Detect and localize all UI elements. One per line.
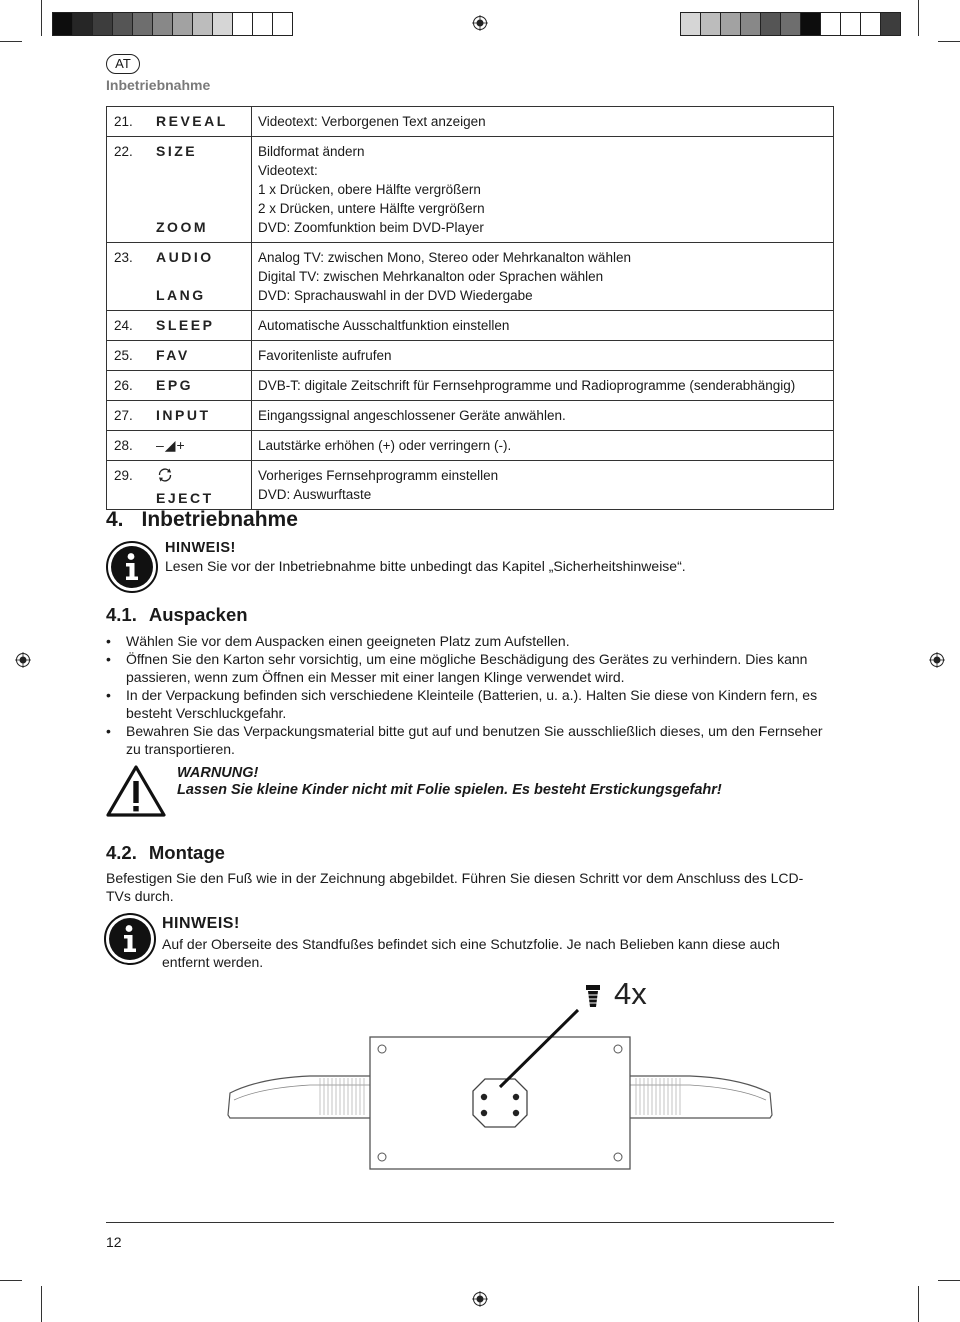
registration-mark-icon <box>929 652 945 668</box>
row-number: 25. <box>107 341 151 371</box>
table-row <box>107 431 834 461</box>
table-row <box>107 371 834 401</box>
note-text: Lesen Sie vor der Inbetriebnahme bitte unbedingt das Kapitel „Sicherheitshinweise“. <box>165 558 686 574</box>
key-label: FAV <box>150 341 252 371</box>
key-description: Vorheriges Fernsehprogramm einstellen DVD: Auswurftaste <box>252 461 834 510</box>
table-row <box>107 137 834 243</box>
mounting-paragraph: Befestigen Sie den Fuß wie in der Zeichnung abgebildet. Führen Sie diesen Schritt vor dem Anschluss des LCD-TVs durch. <box>106 870 804 904</box>
color-bar-right <box>680 12 901 36</box>
row-number: 23. <box>107 243 151 311</box>
key-label: INPUT <box>150 401 252 431</box>
crop-mark <box>938 1280 960 1281</box>
previous-channel-icon <box>156 466 245 489</box>
crop-mark <box>0 1280 22 1281</box>
crop-mark <box>918 1286 919 1322</box>
screw-icon <box>586 985 600 1007</box>
running-head: Inbetriebnahme <box>106 77 211 93</box>
row-number: 29. <box>107 461 151 510</box>
key-label: EJECT <box>150 461 252 510</box>
color-bar-left <box>52 12 293 36</box>
note-text: Auf der Oberseite des Standfußes befindet sich eine Schutzfolie. Je nach Belieben kann diese auch entfernt werden. <box>162 936 780 970</box>
warning-text: Lassen Sie kleine Kinder nicht mit Folie spielen. Es besteht Erstickungsgefahr! <box>177 782 722 798</box>
key-description: DVB-T: digitale Zeitschrift für Fernsehprogramme und Radioprogramme (senderabhängig) <box>252 371 834 401</box>
note-title: HINWEIS! <box>165 540 236 556</box>
table-row <box>107 401 834 431</box>
crop-mark <box>41 1286 42 1322</box>
remote-key-table <box>106 106 834 510</box>
row-number: 22. <box>107 137 151 243</box>
crop-mark <box>938 41 960 42</box>
row-number: 24. <box>107 311 151 341</box>
region-badge: AT <box>106 54 140 74</box>
key-description: Lautstärke erhöhen (+) oder verringern (-). <box>252 431 834 461</box>
footer-rule <box>106 1222 834 1223</box>
table-row <box>107 107 834 137</box>
table-row <box>107 461 834 510</box>
key-description: Bildformat ändern Videotext: 1 x Drücken, obere Hälfte vergrößern 2 x Drücken, untere Hälfte vergrößern DVD: Zoomfunktion beim DVD-Player <box>252 137 834 243</box>
registration-mark-icon <box>472 1291 488 1307</box>
list-item: • In der Verpackung befinden sich verschiedene Kleinteile (Batterien, u. a.). Halten Sie diese von Kindern fern, es besteht Verschluckgefahr. <box>106 686 836 722</box>
key-description: Videotext: Verborgenen Text anzeigen <box>252 107 834 137</box>
list-item: • Öffnen Sie den Karton sehr vorsichtig, um eine mögliche Beschädigung des Gerätes zu verhindern. Dies kann passieren, wenn zum Öffnen ein Messer mit einer langen Klinge verwendet wird. <box>106 650 836 686</box>
key-description: Analog TV: zwischen Mono, Stereo oder Mehrkanalton wählen Digital TV: zwischen Mehrkanalton oder Sprachen wählen DVD: Sprachauswahl in der DVD Wiedergabe <box>252 243 834 311</box>
key-label: EPG <box>150 371 252 401</box>
key-description: Eingangssignal angeschlossener Geräte anwählen. <box>252 401 834 431</box>
info-icon <box>106 541 158 593</box>
unpacking-list <box>106 632 836 758</box>
key-label: SIZE ZOOM <box>150 137 252 243</box>
row-number: 26. <box>107 371 151 401</box>
key-description: Favoritenliste aufrufen <box>252 341 834 371</box>
key-label: AUDIO LANG <box>150 243 252 311</box>
screw-count: 4x <box>614 976 647 1011</box>
table-row <box>107 311 834 341</box>
warning-title: WARNUNG! <box>177 765 259 781</box>
info-icon <box>104 913 156 965</box>
warning-icon <box>105 764 167 818</box>
registration-mark-icon <box>15 652 31 668</box>
list-item: • Bewahren Sie das Verpackungsmaterial bitte gut auf und benutzen Sie ausschließlich dieses, um den Fernseher zu transportieren. <box>106 722 836 758</box>
section-heading: 4. Inbetriebnahme <box>106 508 298 531</box>
row-number: 21. <box>107 107 151 137</box>
table-row <box>107 243 834 311</box>
page-number: 12 <box>106 1234 122 1250</box>
key-label: SLEEP <box>150 311 252 341</box>
stand-mounting-drawing <box>220 975 780 1175</box>
row-number: 27. <box>107 401 151 431</box>
row-number: 28. <box>107 431 151 461</box>
crop-mark <box>0 41 22 42</box>
crop-mark <box>918 0 919 36</box>
list-item: • Wählen Sie vor dem Auspacken einen geeigneten Platz zum Aufstellen. <box>106 632 836 650</box>
table-row <box>107 341 834 371</box>
key-description: Automatische Ausschaltfunktion einstellen <box>252 311 834 341</box>
note-title: HINWEIS! <box>162 915 240 932</box>
crop-mark <box>41 0 42 36</box>
section-heading: 4.1. Auspacken <box>106 604 248 625</box>
registration-mark-icon <box>472 15 488 31</box>
volume-key-label: –◢+ <box>150 431 252 461</box>
key-label: REVEAL <box>150 107 252 137</box>
section-heading: 4.2. Montage <box>106 842 225 863</box>
